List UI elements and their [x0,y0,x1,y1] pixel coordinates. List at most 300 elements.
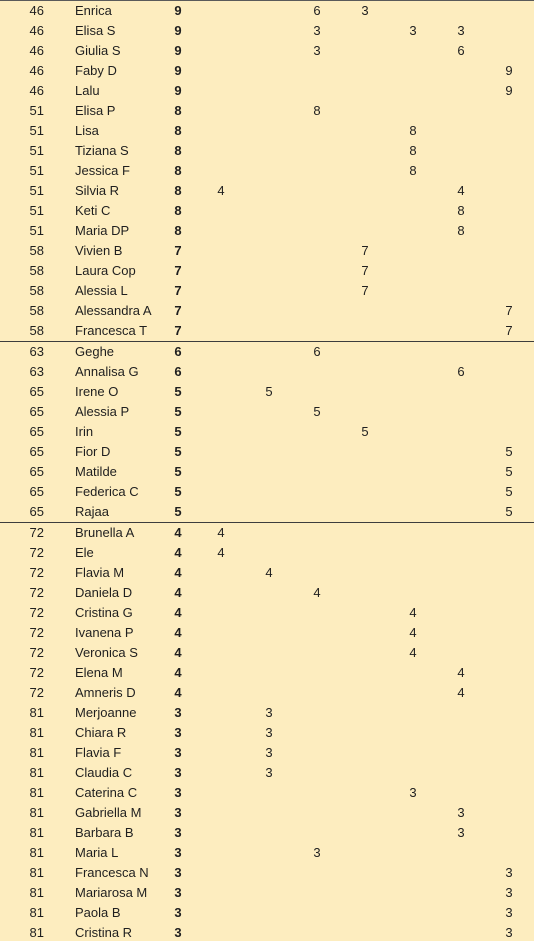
score-cell-2 [263,883,275,903]
score-cell-6 [455,402,467,422]
total-cell: 7 [174,323,182,338]
score-cell-1 [215,783,227,803]
score-cell-5 [407,301,419,321]
score-cell-7 [503,402,515,422]
score-cell-3 [311,462,323,482]
score-cell-1 [215,683,227,703]
score-cell-2 [263,923,275,943]
score-cell-2: 4 [265,565,273,580]
score-cell-3 [311,543,323,563]
name-cell: Paola B [75,905,121,920]
score-cell-7 [503,161,515,181]
score-cell-1 [215,643,227,663]
score-cell-4 [359,121,371,141]
total-cell: 8 [174,223,182,238]
score-cell-4 [359,563,371,583]
name-cell: Fior D [75,444,111,459]
score-cell-4 [359,382,371,402]
total-cell: 3 [174,745,182,760]
score-cell-3 [311,321,323,341]
score-cell-6: 4 [457,183,465,198]
score-cell-2 [263,221,275,241]
total-cell: 8 [174,103,182,118]
table-row [0,743,534,763]
name-cell: Ivanena P [75,625,134,640]
score-cell-3 [311,482,323,502]
score-cell-6 [455,261,467,281]
rank-cell: 81 [29,925,44,940]
score-cell-5 [407,903,419,923]
table-row [0,382,534,402]
score-cell-7 [503,543,515,563]
score-cell-3 [311,61,323,81]
score-cell-7: 5 [505,464,513,479]
score-cell-2 [263,181,275,201]
table-row [0,281,534,301]
score-cell-6 [455,482,467,502]
name-cell: Lalu [75,83,100,98]
score-cell-7: 3 [505,885,513,900]
score-cell-5 [407,683,419,703]
rank-cell: 63 [29,344,44,359]
rank-cell: 58 [29,323,44,338]
score-cell-1 [215,583,227,603]
score-cell-5 [407,181,419,201]
score-cell-7: 5 [505,444,513,459]
score-cell-2 [263,683,275,703]
rank-cell: 72 [29,585,44,600]
score-cell-2 [263,201,275,221]
score-cell-4 [359,903,371,923]
score-cell-2 [263,281,275,301]
score-cell-1 [215,663,227,683]
score-cell-7 [503,563,515,583]
score-cell-4 [359,442,371,462]
score-cell-5 [407,321,419,341]
rank-cell: 81 [29,865,44,880]
table-row [0,61,534,81]
rank-cell: 46 [29,43,44,58]
score-cell-1 [215,261,227,281]
table-row [0,803,534,823]
score-cell-7 [503,422,515,442]
score-cell-3 [311,743,323,763]
score-cell-4 [359,863,371,883]
score-cell-7 [503,41,515,61]
total-cell: 4 [174,525,182,540]
score-cell-4 [359,523,371,543]
table-row [0,181,534,201]
score-cell-5 [407,101,419,121]
name-cell: Federica C [75,484,139,499]
name-cell: Maria DP [75,223,130,238]
score-cell-3: 5 [313,404,321,419]
score-cell-4 [359,362,371,382]
score-cell-2: 3 [265,745,273,760]
score-cell-6 [455,543,467,563]
score-cell-1 [215,1,227,21]
score-cell-5: 8 [409,123,417,138]
total-cell: 7 [174,243,182,258]
score-cell-2 [263,342,275,362]
score-cell-6 [455,301,467,321]
score-cell-4: 7 [361,263,369,278]
total-cell: 3 [174,925,182,940]
rank-cell: 51 [29,203,44,218]
score-cell-1 [215,81,227,101]
score-cell-4 [359,321,371,341]
score-cell-6 [455,843,467,863]
score-cell-1 [215,863,227,883]
score-cell-3 [311,221,323,241]
score-cell-6 [455,603,467,623]
table-row [0,121,534,141]
total-cell: 3 [174,865,182,880]
score-cell-3 [311,623,323,643]
score-cell-3 [311,502,323,522]
score-cell-6: 4 [457,685,465,700]
table-row [0,883,534,903]
score-cell-1 [215,201,227,221]
rank-cell: 65 [29,404,44,419]
table-row [0,903,534,923]
score-cell-5 [407,743,419,763]
score-cell-6 [455,241,467,261]
rank-cell: 72 [29,645,44,660]
score-cell-1 [215,161,227,181]
score-cell-3 [311,723,323,743]
table-row [0,663,534,683]
score-cell-2 [263,141,275,161]
score-cell-7 [503,783,515,803]
score-cell-7 [503,362,515,382]
score-cell-7 [503,603,515,623]
score-cell-3 [311,261,323,281]
score-cell-1 [215,763,227,783]
score-cell-7 [503,583,515,603]
table-row [0,623,534,643]
score-cell-4 [359,482,371,502]
score-cell-1 [215,603,227,623]
score-cell-5 [407,422,419,442]
score-cell-7 [503,121,515,141]
score-cell-6 [455,342,467,362]
score-cell-5 [407,402,419,422]
score-cell-2 [263,543,275,563]
score-cell-5 [407,563,419,583]
score-cell-7: 3 [505,865,513,880]
total-cell: 9 [174,43,182,58]
score-cell-5 [407,543,419,563]
score-cell-6 [455,863,467,883]
score-cell-6 [455,161,467,181]
score-cell-5: 8 [409,163,417,178]
rank-cell: 81 [29,825,44,840]
score-cell-7 [503,1,515,21]
score-cell-3 [311,523,323,543]
score-cell-4: 7 [361,243,369,258]
score-cell-7 [503,843,515,863]
score-cell-2 [263,301,275,321]
table-row [0,81,534,101]
score-cell-4 [359,221,371,241]
score-cell-2 [263,823,275,843]
total-cell: 4 [174,625,182,640]
score-cell-7 [503,643,515,663]
score-cell-4 [359,723,371,743]
score-cell-5 [407,1,419,21]
score-cell-1 [215,21,227,41]
score-cell-7 [503,101,515,121]
total-cell: 4 [174,605,182,620]
score-cell-5: 4 [409,625,417,640]
score-cell-5 [407,41,419,61]
score-cell-1 [215,41,227,61]
score-cell-4 [359,301,371,321]
score-cell-6: 3 [457,805,465,820]
score-cell-7 [503,21,515,41]
table-body [0,1,534,943]
rank-cell: 65 [29,484,44,499]
name-cell: Elena M [75,665,123,680]
score-cell-3 [311,663,323,683]
score-cell-6 [455,281,467,301]
rank-cell: 51 [29,223,44,238]
score-cell-6 [455,923,467,943]
table-row [0,683,534,703]
table-row [0,301,534,321]
score-cell-7: 7 [505,323,513,338]
score-cell-5: 4 [409,605,417,620]
score-cell-4 [359,823,371,843]
rank-cell: 65 [29,504,44,519]
name-cell: Elisa S [75,23,116,38]
name-cell: Chiara R [75,725,127,740]
name-cell: Francesca T [75,323,148,338]
score-cell-4 [359,161,371,181]
score-cell-7 [503,201,515,221]
score-cell-5 [407,261,419,281]
score-cell-5 [407,81,419,101]
table-row [0,422,534,442]
score-cell-2 [263,241,275,261]
total-cell: 4 [174,545,182,560]
table-row [0,923,534,943]
score-cell-3 [311,643,323,663]
score-cell-2 [263,422,275,442]
name-cell: Silvia R [75,183,120,198]
score-cell-5: 4 [409,645,417,660]
score-cell-4 [359,703,371,723]
rank-cell: 81 [29,845,44,860]
score-cell-3 [311,803,323,823]
score-cell-6 [455,422,467,442]
score-cell-2 [263,121,275,141]
score-cell-6 [455,583,467,603]
score-cell-4 [359,663,371,683]
total-cell: 3 [174,805,182,820]
score-cell-7 [503,763,515,783]
score-cell-7 [503,141,515,161]
score-cell-1 [215,422,227,442]
rank-cell: 46 [29,83,44,98]
name-cell: Rajaa [75,504,109,519]
table-row [0,221,534,241]
table-row [0,141,534,161]
name-cell: Vivien B [75,243,123,258]
rank-cell: 65 [29,384,44,399]
score-cell-5 [407,843,419,863]
score-cell-6: 3 [457,825,465,840]
score-cell-1: 4 [217,545,225,560]
score-cell-1 [215,803,227,823]
rank-cell: 51 [29,163,44,178]
score-cell-5 [407,583,419,603]
name-cell: Matilde [75,464,117,479]
score-cell-2 [263,81,275,101]
rank-cell: 58 [29,243,44,258]
table-row [0,101,534,121]
rank-cell: 72 [29,685,44,700]
total-cell: 3 [174,885,182,900]
score-cell-6 [455,101,467,121]
table-row [0,723,534,743]
score-cell-6 [455,723,467,743]
score-cell-4 [359,583,371,603]
score-cell-5: 3 [409,785,417,800]
name-cell: Ele [75,545,94,560]
score-cell-2 [263,623,275,643]
table-row [0,482,534,502]
name-cell: Maria L [75,845,119,860]
name-cell: Francesca N [75,865,149,880]
score-cell-5 [407,342,419,362]
total-cell: 5 [174,464,182,479]
score-cell-2 [263,583,275,603]
score-cell-4 [359,603,371,623]
total-cell: 4 [174,565,182,580]
score-cell-2 [263,603,275,623]
score-cell-7 [503,663,515,683]
score-cell-3 [311,603,323,623]
score-cell-6 [455,883,467,903]
total-cell: 9 [174,63,182,78]
score-cell-5: 8 [409,143,417,158]
score-cell-3 [311,81,323,101]
score-cell-1 [215,321,227,341]
score-cell-6 [455,81,467,101]
table-row [0,543,534,563]
score-cell-4 [359,843,371,863]
score-cell-6 [455,502,467,522]
score-cell-3 [311,823,323,843]
score-cell-6 [455,1,467,21]
rank-cell: 65 [29,424,44,439]
name-cell: Merjoanne [75,705,137,720]
score-cell-2 [263,161,275,181]
score-cell-1 [215,382,227,402]
score-cell-1: 4 [217,525,225,540]
score-cell-3 [311,703,323,723]
score-cell-1 [215,362,227,382]
score-cell-1 [215,843,227,863]
total-cell: 8 [174,123,182,138]
rank-cell: 72 [29,605,44,620]
table-row [0,502,534,523]
rank-cell: 81 [29,905,44,920]
name-cell: Amneris D [75,685,136,700]
score-cell-1 [215,462,227,482]
table-row [0,703,534,723]
score-cell-1: 4 [217,183,225,198]
rank-cell: 81 [29,805,44,820]
name-cell: Jessica F [75,163,130,178]
score-cell-2 [263,402,275,422]
rank-cell: 51 [29,183,44,198]
table-row [0,402,534,422]
table-row [0,1,534,21]
score-cell-3 [311,281,323,301]
total-cell: 9 [174,83,182,98]
score-cell-6 [455,141,467,161]
score-cell-2 [263,783,275,803]
score-cell-5 [407,362,419,382]
score-cell-2: 3 [265,705,273,720]
score-cell-7 [503,281,515,301]
table-row [0,41,534,61]
total-cell: 5 [174,504,182,519]
rank-cell: 58 [29,263,44,278]
score-cell-5 [407,703,419,723]
rank-cell: 81 [29,745,44,760]
rank-cell: 81 [29,885,44,900]
table-row [0,362,534,382]
score-cell-6: 8 [457,203,465,218]
score-cell-7 [503,703,515,723]
rank-cell: 46 [29,23,44,38]
name-cell: Veronica S [75,645,138,660]
table-row [0,843,534,863]
score-cell-4 [359,623,371,643]
total-cell: 4 [174,665,182,680]
score-cell-1 [215,121,227,141]
score-cell-5: 3 [409,23,417,38]
score-cell-3 [311,241,323,261]
name-cell: Brunella A [75,525,135,540]
score-cell-4 [359,462,371,482]
name-cell: Daniela D [75,585,133,600]
total-cell: 4 [174,585,182,600]
table-row [0,442,534,462]
score-cell-7 [503,181,515,201]
score-cell-2: 5 [265,384,273,399]
score-cell-4 [359,141,371,161]
score-cell-6: 3 [457,23,465,38]
score-cell-4 [359,61,371,81]
score-cell-4 [359,883,371,903]
score-cell-2 [263,502,275,522]
score-cell-4 [359,502,371,522]
score-cell-6 [455,382,467,402]
score-cell-3 [311,923,323,943]
total-cell: 8 [174,203,182,218]
total-cell: 8 [174,163,182,178]
score-cell-7 [503,523,515,543]
table-row [0,161,534,181]
score-cell-2 [263,462,275,482]
score-cell-2 [263,803,275,823]
score-cell-6 [455,703,467,723]
